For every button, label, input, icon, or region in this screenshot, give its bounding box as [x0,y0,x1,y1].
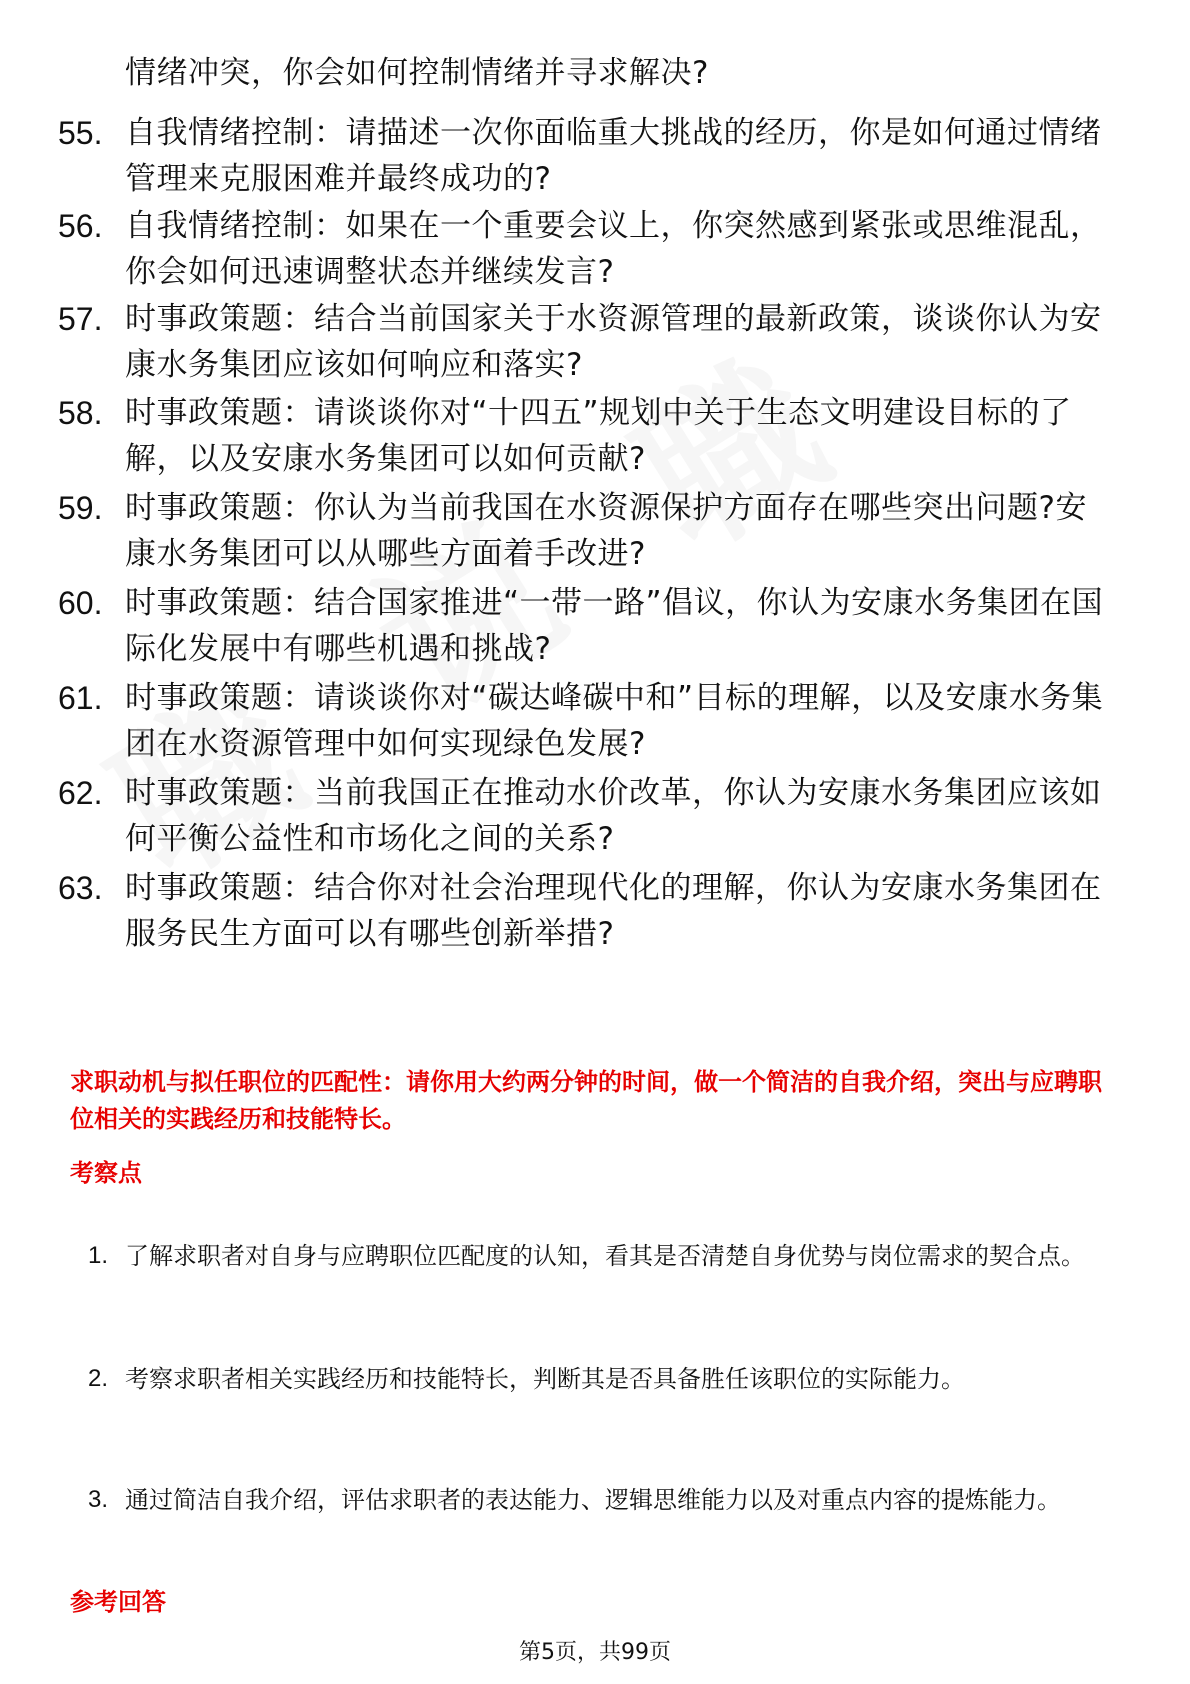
point-number: 2. [88,1365,109,1392]
question-number: 59. [58,490,103,526]
section-title: 求职动机与拟任职位的匹配性：请你用大约两分钟的时间，做一个简洁的自我介绍，突出与应聘职位相关的实践经历和技能特长。 [70,1068,1102,1133]
question-text: 时事政策题：结合当前国家关于水资源管理的最新政策，谈谈你认为安康水务集团应该如何响应和落实? [125,301,1102,383]
question-text: 时事政策题：当前我国正在推动水价改革，你认为安康水务集团应该如何平衡公益性和市场化之间的关系? [125,775,1102,857]
question-text: 时事政策题：结合国家推进“一带一路”倡议，你认为安康水务集团在国际化发展中有哪些机遇和挑战? [125,585,1104,667]
question-number: 60. [58,585,103,621]
answer-heading: 参考回答 [70,1588,166,1616]
point-number: 3. [88,1486,109,1513]
question-number: 62. [58,775,103,811]
question-number: 63. [58,870,103,906]
question-text: 时事政策题：结合你对社会治理现代化的理解，你认为安康水务集团在服务民生方面可以有哪些创新举措? [125,870,1102,952]
point-number: 1. [88,1242,109,1269]
question-number: 61. [58,680,103,716]
page-number-footer: 第5页，共99页 [519,1640,671,1665]
question-text: 时事政策题：请谈谈你对“十四五”规划中关于生态文明建设目标的了解，以及安康水务集团可以如何贡献? [125,395,1072,477]
point-text: 了解求职者对自身与应聘职位匹配度的认知，看其是否清楚自身优势与岗位需求的契合点。 [125,1242,1085,1270]
question-number: 55. [58,115,103,151]
question-text: 自我情绪控制：请描述一次你面临重大挑战的经历，你是如何通过情绪管理来克服困难并最终成功的? [125,115,1102,197]
points-heading: 考察点 [70,1159,142,1187]
question-text: 情绪冲突，你会如何控制情绪并寻求解决? [125,55,709,91]
question-number: 58. [58,395,103,431]
question-text: 时事政策题：你认为当前我国在水资源保护方面存在哪些突出问题?安康水务集团可以从哪些方面着手改进? [125,490,1087,572]
question-text: 自我情绪控制：如果在一个重要会议上，你突然感到紧张或思维混乱，你会如何迅速调整状态并继续发言? [125,208,1102,290]
point-text: 通过简洁自我介绍，评估求职者的表达能力、逻辑思维能力以及对重点内容的提炼能力。 [125,1486,1061,1514]
question-number: 57. [58,301,103,337]
question-number: 56. [58,208,103,244]
question-text: 时事政策题：请谈谈你对“碳达峰碳中和”目标的理解，以及安康水务集团在水资源管理中如何实现绿色发展? [125,680,1104,762]
point-text: 考察求职者相关实践经历和技能特长，判断其是否具备胜任该职位的实际能力。 [125,1365,965,1393]
